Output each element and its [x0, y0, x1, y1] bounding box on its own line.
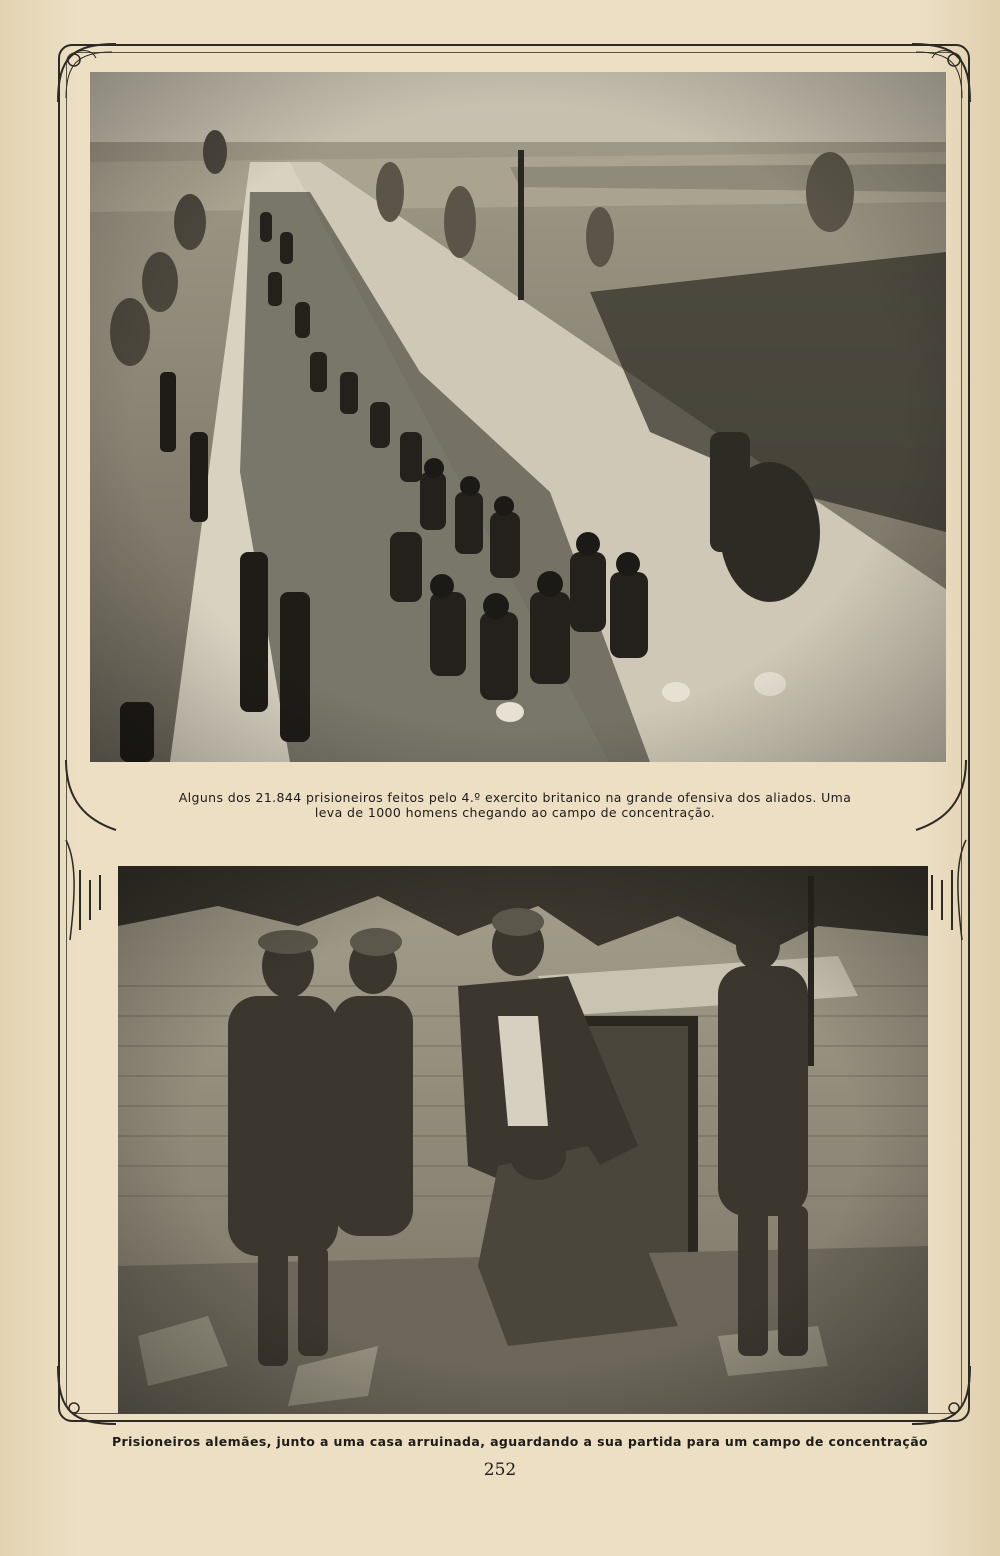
- photo-prisoners-marching: [90, 72, 946, 762]
- corner-ornament-icon: [52, 1360, 122, 1430]
- caption-top-line2: leva de 1000 homens chegando ao campo de concentração.: [314, 805, 716, 820]
- photo-prisoners-ruined-house-image: [118, 866, 928, 1414]
- photo-prisoners-marching-image: [90, 72, 946, 762]
- photo-prisoners-ruined-house: [118, 866, 928, 1414]
- caption-top-line1: Alguns dos 21.844 prisioneiros feitos pelo 4.º exercito britanico na grande ofensiva dos aliados. Uma: [178, 790, 852, 805]
- side-ornament-icon: [56, 760, 126, 960]
- caption-top: [120, 790, 910, 820]
- page-number: 252: [483, 1460, 517, 1480]
- caption-bottom: Prisioneiros alemães, junto a uma casa arruinada, aguardando a sua partida para um campo de concentração: [111, 1434, 929, 1449]
